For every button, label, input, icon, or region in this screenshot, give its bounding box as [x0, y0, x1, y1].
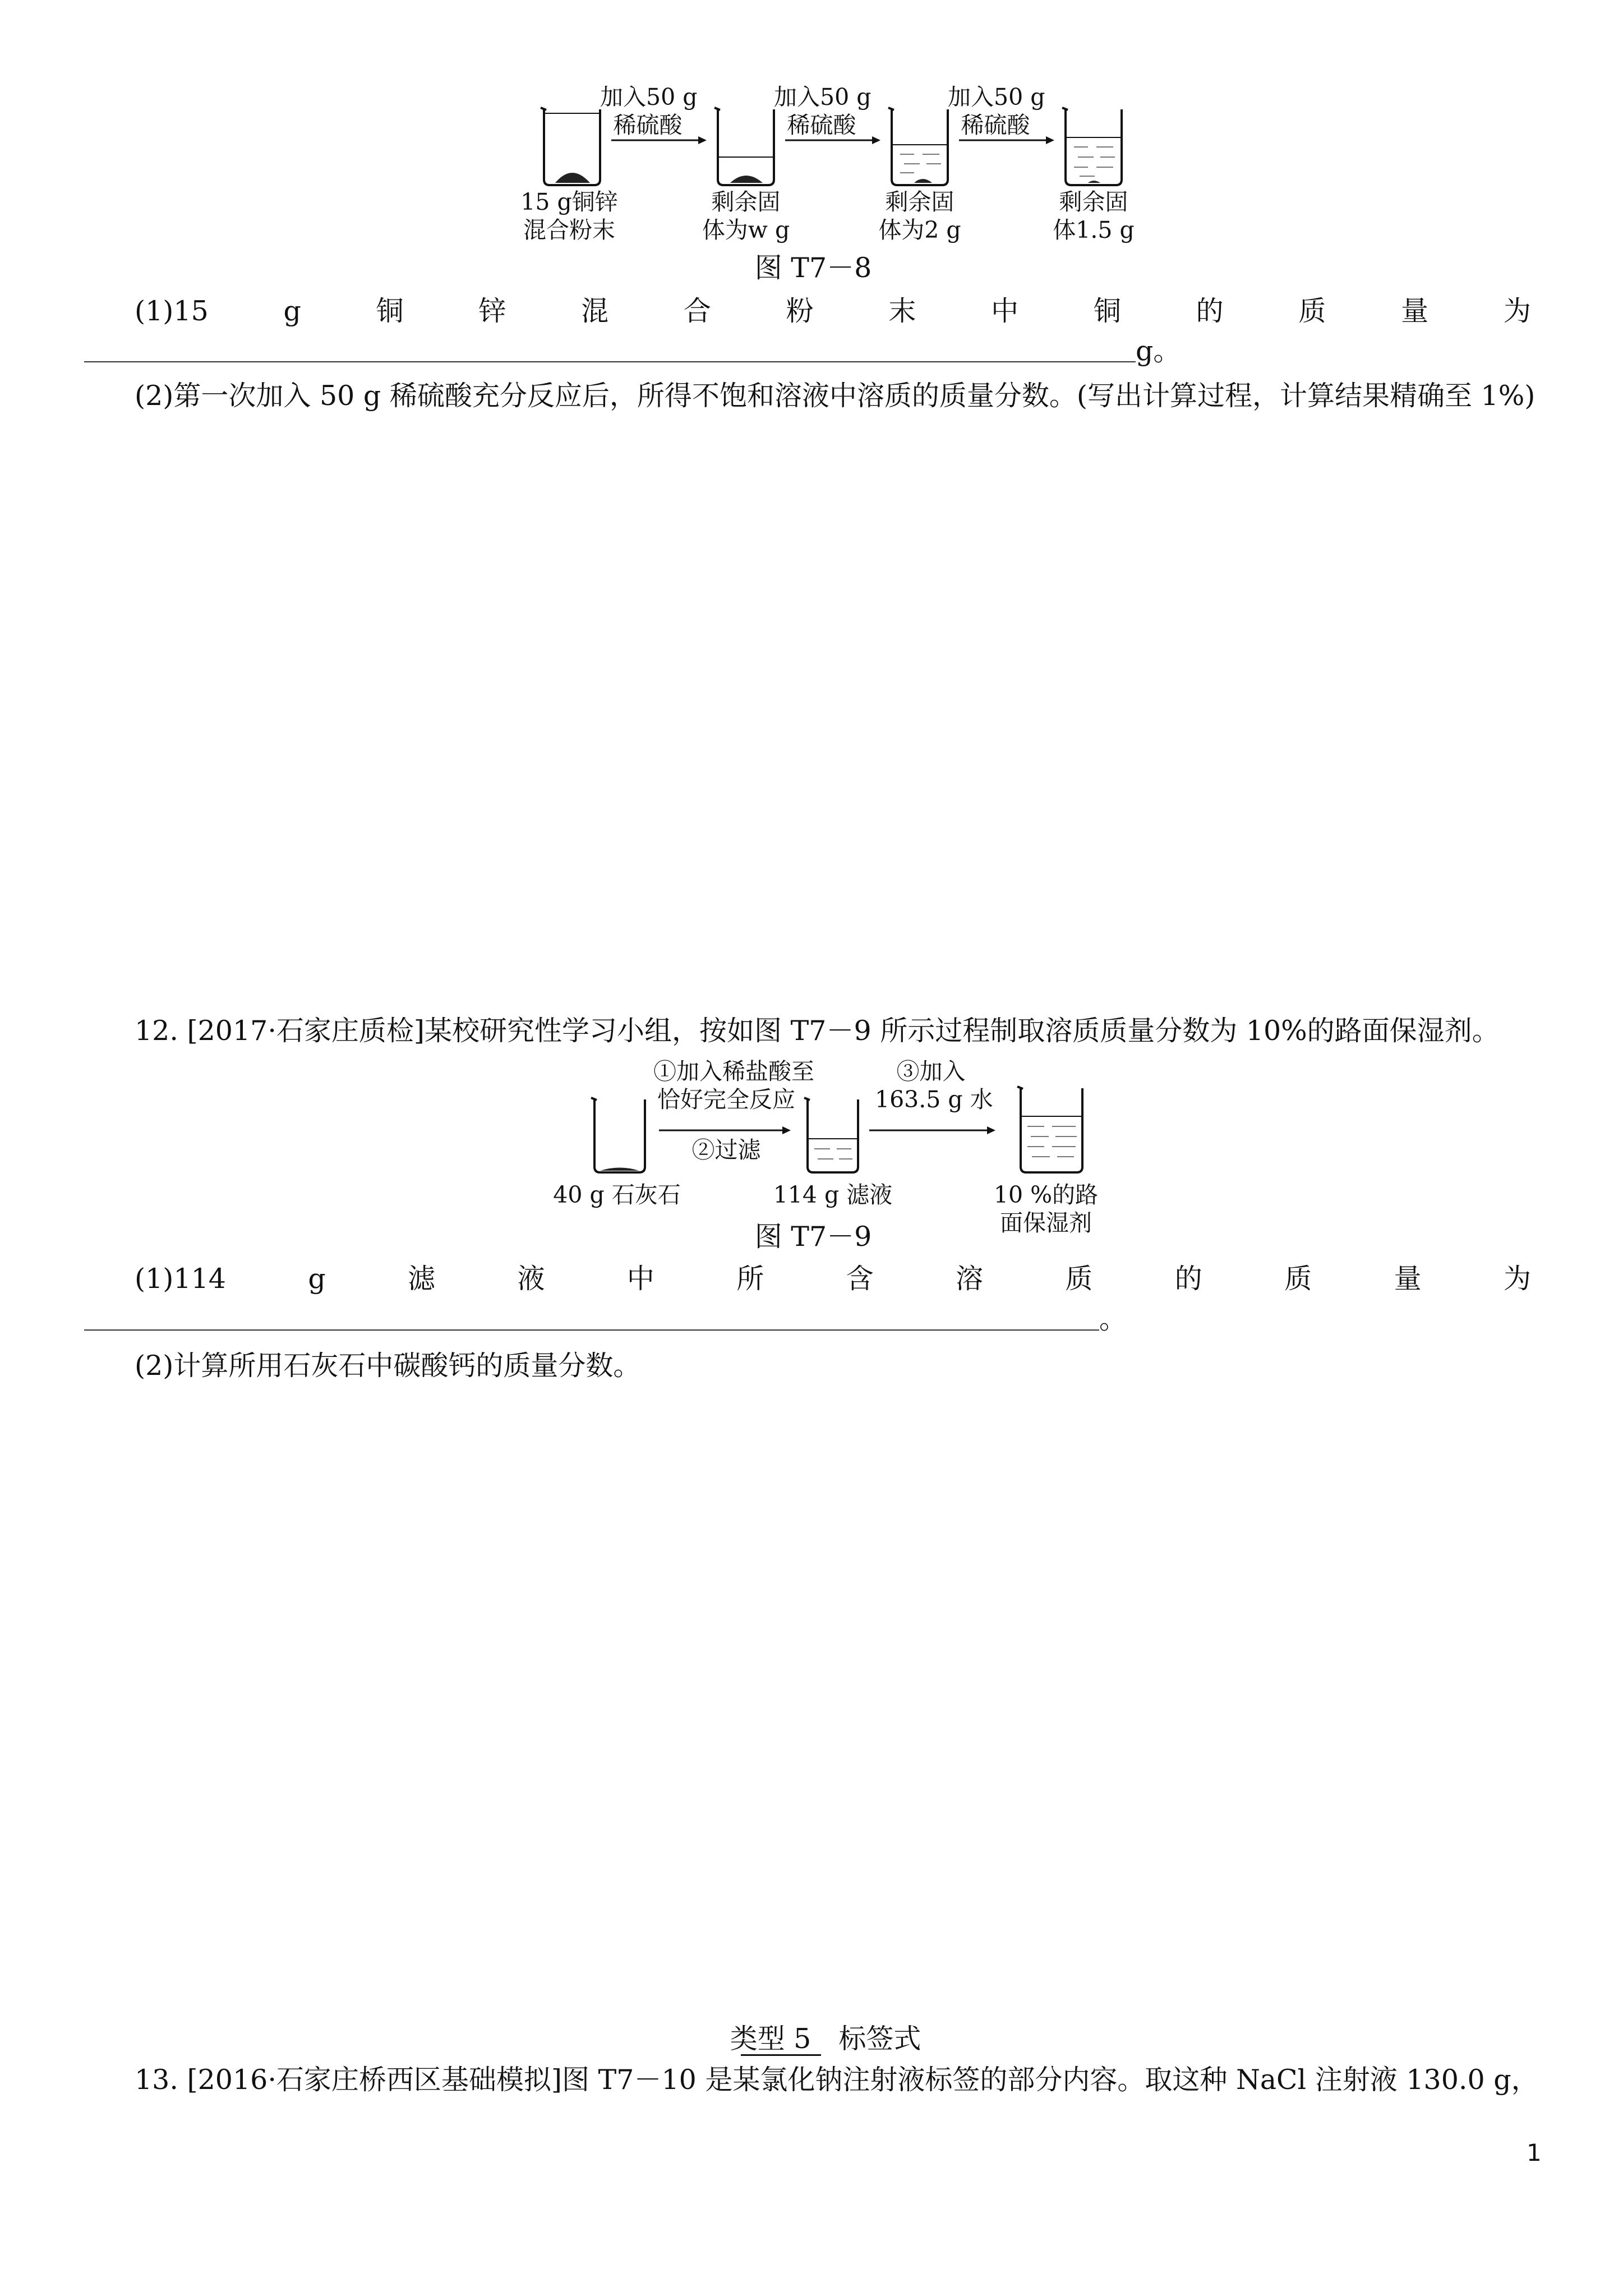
q11-part1-answer-line: [84, 334, 1181, 368]
q13-stem: 13. [2016·石家庄桥西区基础模拟]图 T7－10 是某氯化钠注射液标签的部分内容。取这种 NaCl 注射液 130.0 g，: [135, 2064, 1539, 2096]
page-number: 1: [1527, 2139, 1542, 2166]
answer-blank[interactable]: [84, 1329, 1099, 1331]
label-line1: 114 g 滤液: [773, 1181, 893, 1208]
section-title-text: 类型 5 标签式: [730, 2023, 921, 2055]
token: 的: [1196, 295, 1224, 327]
token: 粉: [786, 295, 814, 327]
token: g: [283, 295, 301, 327]
beaker-label-line2: 体1.5 g: [1053, 217, 1135, 243]
token: 所: [736, 1263, 764, 1295]
powder-mound: [555, 173, 590, 183]
beaker-label-line1: 15 g铜锌: [520, 188, 618, 215]
token: 锌: [478, 295, 506, 327]
beaker-label-line2: 混合粉末: [523, 217, 615, 243]
token: 液: [517, 1263, 545, 1295]
beaker-filtrate: [804, 1098, 858, 1172]
token: 量: [1401, 295, 1429, 327]
beaker-2: [714, 108, 774, 185]
token: 的: [1174, 1263, 1202, 1295]
token: 中: [626, 1263, 654, 1295]
figure-caption-t7-8: 图 T7－8: [754, 252, 872, 284]
token: 质: [1284, 1263, 1312, 1295]
token: 为: [1503, 1263, 1531, 1295]
arrow-label-line1: ③加入: [896, 1058, 966, 1085]
token: 质: [1298, 295, 1326, 327]
q12-stem: 12. [2017·石家庄质检]某校研究性学习小组，按如图 T7－9 所示过程制取溶质质量分数为 10%的路面保湿剂。: [135, 1015, 1500, 1047]
beaker-label-line2: 体为2 g: [878, 217, 961, 243]
label-line1: 40 g 石灰石: [553, 1181, 681, 1208]
arrow-label-line2: 163.5 g 水: [875, 1086, 993, 1113]
fig8-step-label-3: [948, 83, 1043, 139]
fig8-beaker-label-2: [695, 188, 796, 244]
token: 量: [1394, 1263, 1422, 1295]
fig8-beaker-label-4: [1043, 188, 1144, 244]
label-line1: 10 %的路: [993, 1181, 1099, 1208]
step-label-line1: 加入50 g: [774, 84, 872, 111]
fig9-arrow1-below: ②过滤: [691, 1137, 761, 1163]
step-label-line2: 稀硫酸: [961, 112, 1030, 139]
fig9-arrow2-label: [875, 1057, 993, 1114]
q12-part2: (2)计算所用石灰石中碳酸钙的质量分数。: [135, 1350, 641, 1382]
fig9-label-product: [990, 1181, 1102, 1237]
beaker-label-line2: 体为w g: [702, 217, 790, 243]
answer-end: 。: [1099, 1303, 1127, 1335]
fig8-beaker-label-3: [869, 188, 970, 244]
beaker-label-line1: 剩余固: [711, 188, 781, 215]
token: 中: [991, 295, 1019, 327]
answer-blank[interactable]: [84, 361, 1136, 362]
arrow-label-line2: 恰好完全反应: [657, 1086, 795, 1113]
token: 含: [846, 1263, 874, 1295]
fig8-step-label-1: [600, 83, 698, 139]
beaker-1: [541, 108, 600, 185]
beaker-4: [1062, 108, 1122, 185]
token: 溶: [956, 1263, 984, 1295]
token: 为: [1503, 295, 1531, 327]
fig8-beaker-label-1: [519, 188, 620, 244]
fig9-label-limestone: [552, 1181, 681, 1209]
beaker-product: [1017, 1087, 1082, 1172]
step-label-line1: 加入50 g: [600, 84, 698, 111]
fig9-arrow1-label: [653, 1057, 814, 1114]
section-title: [699, 2022, 952, 2056]
q12-part1-line: [135, 1262, 1531, 1296]
q12-part1-answer-line: [84, 1303, 1127, 1336]
section-title-underline: [741, 2054, 821, 2056]
token: 滤: [408, 1263, 436, 1295]
token: (1)15: [135, 295, 209, 327]
label-line2: 面保湿剂: [1000, 1209, 1092, 1236]
token: 质: [1065, 1263, 1093, 1295]
arrow-label-line1: ①加入稀盐酸至: [653, 1058, 814, 1085]
fig9-label-filtrate: [768, 1181, 897, 1209]
figure-caption-t7-9: 图 T7－9: [754, 1221, 872, 1253]
step-label-line2: 稀硫酸: [613, 112, 683, 139]
fig8-step-label-2: [774, 83, 872, 139]
token: 合: [683, 295, 711, 327]
answer-unit: g。: [1136, 335, 1181, 367]
beaker-3: [888, 108, 948, 185]
beaker-limestone: [591, 1098, 645, 1172]
step-label-line1: 加入50 g: [948, 84, 1045, 111]
token: g: [308, 1263, 326, 1295]
q11-part1-line: [135, 295, 1531, 328]
beaker-label-line1: 剩余固: [1059, 188, 1128, 215]
token: 混: [581, 295, 609, 327]
token: 铜: [1093, 295, 1121, 327]
step-label-line2: 稀硫酸: [787, 112, 856, 139]
token: (1)114: [135, 1263, 226, 1295]
token: 铜: [376, 295, 404, 327]
token: 末: [888, 295, 916, 327]
q11-part2: (2)第一次加入 50 g 稀硫酸充分反应后，所得不饱和溶液中溶质的质量分数。(写出计算过程，计算结果精确至 1%): [135, 380, 1536, 412]
beaker-label-line1: 剩余固: [885, 188, 955, 215]
